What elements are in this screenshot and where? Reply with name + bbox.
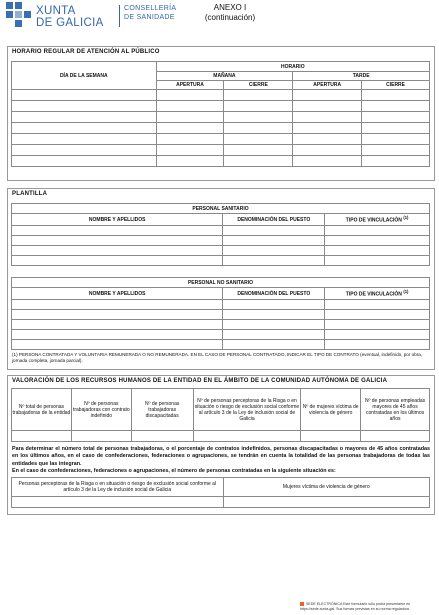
sanitario-rows[interactable] [12,226,430,266]
plantilla-title: PLANTILLA [12,191,48,197]
tarde-header: TARDE [293,72,430,81]
discapacitadas-header: Nº de personas trabajadoras discapacitadas [131,389,193,431]
risga-situacion-header: Personas perceptoras de la Risga o en situación o riesgo de exclusión social conforme al artículo 3 de la Ley de inclusión social de Galicia [12,478,224,497]
cierre-header: CIERRE [362,81,430,90]
mujeres-situacion-header: Mujeres víctima de violencia de género [223,478,430,497]
valoracion-paragraph: Para determinar el número total de personas trabajadoras, o el porcentaje de contratos indefinidos, personas discapacitadas o mayores de 45 años contratadas en los últimos años, en el caso de confederaciones, federaciones o agrupaciones, se tendrán en cuenta la totalidad de las personas trabajadoras de todas las entidades que las integran. En el caso de confederaciones, federaciones o agrupaciones, el número de personas contratadas en la siguiente situación es: [12,446,430,475]
mujeres-header: Nº de mujeres víctima de violencia de género [301,389,361,431]
no-sanitario-table [11,277,430,350]
denominacion-header: DENOMINACIÓN DEL PUESTO [223,214,325,226]
sede-footer: SEDE ELECTRÓNICA Este formulario sólo podrá presentarse en https://sede.xunta.gal. Sus formas previstas en su norma reguladora [300,602,411,611]
sanitario-table [11,203,430,266]
manana-header: MAÑANA [156,72,293,81]
logo-mark-icon [6,2,13,9]
sede-icon [300,602,304,606]
mayores-header: Nº de personas empleadas mayores de 45 años contratadas en los últimos años [361,389,430,431]
valoracion-title: VALORACIÓN DE LOS RECURSOS HUMANOS DE LA ENTIDAD EN EL ÁMBITO DE LA COMUNIDAD AUTÓNOMA DE GALICIA [12,378,388,384]
plantilla-footnote: (1) PERSONA CONTRATADA Y VOLUNTARIA REMUNERADA O NO REMUNERADA. EN EL CASO DE PERSONAL CONTRATADO, INDICAR EL TIPO DE CONTRATO (eventual, indefinido, por obra, jornada completa, jornada parcial). [12,352,423,363]
horario-section [7,46,435,181]
cierre-header: CIERRE [224,81,293,90]
confederacion-input-row[interactable] [12,497,430,508]
valoracion-section [7,375,435,515]
no-sanitario-header: PERSONAL NO SANITARIO [12,278,430,288]
confederacion-table [11,477,430,508]
conselleria-text: CONSELLERÍA DE SANIDADE [124,5,177,21]
risga-header: Nº de personas perceptoras de la Risga o en situación o riesgo de exclusión social conforme al artículo 3 de la Ley de inclusión social de Galicia [193,389,301,431]
nombre-header: NOMBRE Y APELLIDOS [12,288,223,300]
apertura-header: APERTURA [156,81,224,90]
horario-table [11,61,430,167]
no-sanitario-rows[interactable] [12,300,430,350]
valoracion-table [11,388,430,442]
annex-title: ANEXO I (continuación) [204,3,256,22]
horario-header: HORARIO [156,62,429,72]
apertura-header: APERTURA [293,81,362,90]
indefinido-header: Nº de personas trabajadoras con contrato indefinido [71,389,131,431]
plantilla-section [7,188,435,370]
dia-header: DÍA DE LA SEMANA [12,62,157,90]
logo-text: XUNTA DE GALICIA [36,5,104,29]
total-header: Nº total de personas trabajadoras de la entidad [12,389,72,431]
sanitario-header: PERSONAL SANITARIO [12,204,430,214]
horario-title: HORARIO REGULAR DE ATENCIÓN AL PÚBLICO [12,49,160,55]
valoracion-input-row[interactable] [12,431,430,442]
denominacion-header: DENOMINACIÓN DEL PUESTO [223,288,325,300]
nombre-header: NOMBRE Y APELLIDOS [12,214,223,226]
horario-rows[interactable] [12,90,430,167]
vinculacion-header: TIPO DE VINCULACIÓN $^{(1)}$ [325,214,430,226]
vinculacion-header: TIPO DE VINCULACIÓN $^{(1)}$ [325,288,430,300]
xunta-logo [6,2,190,32]
